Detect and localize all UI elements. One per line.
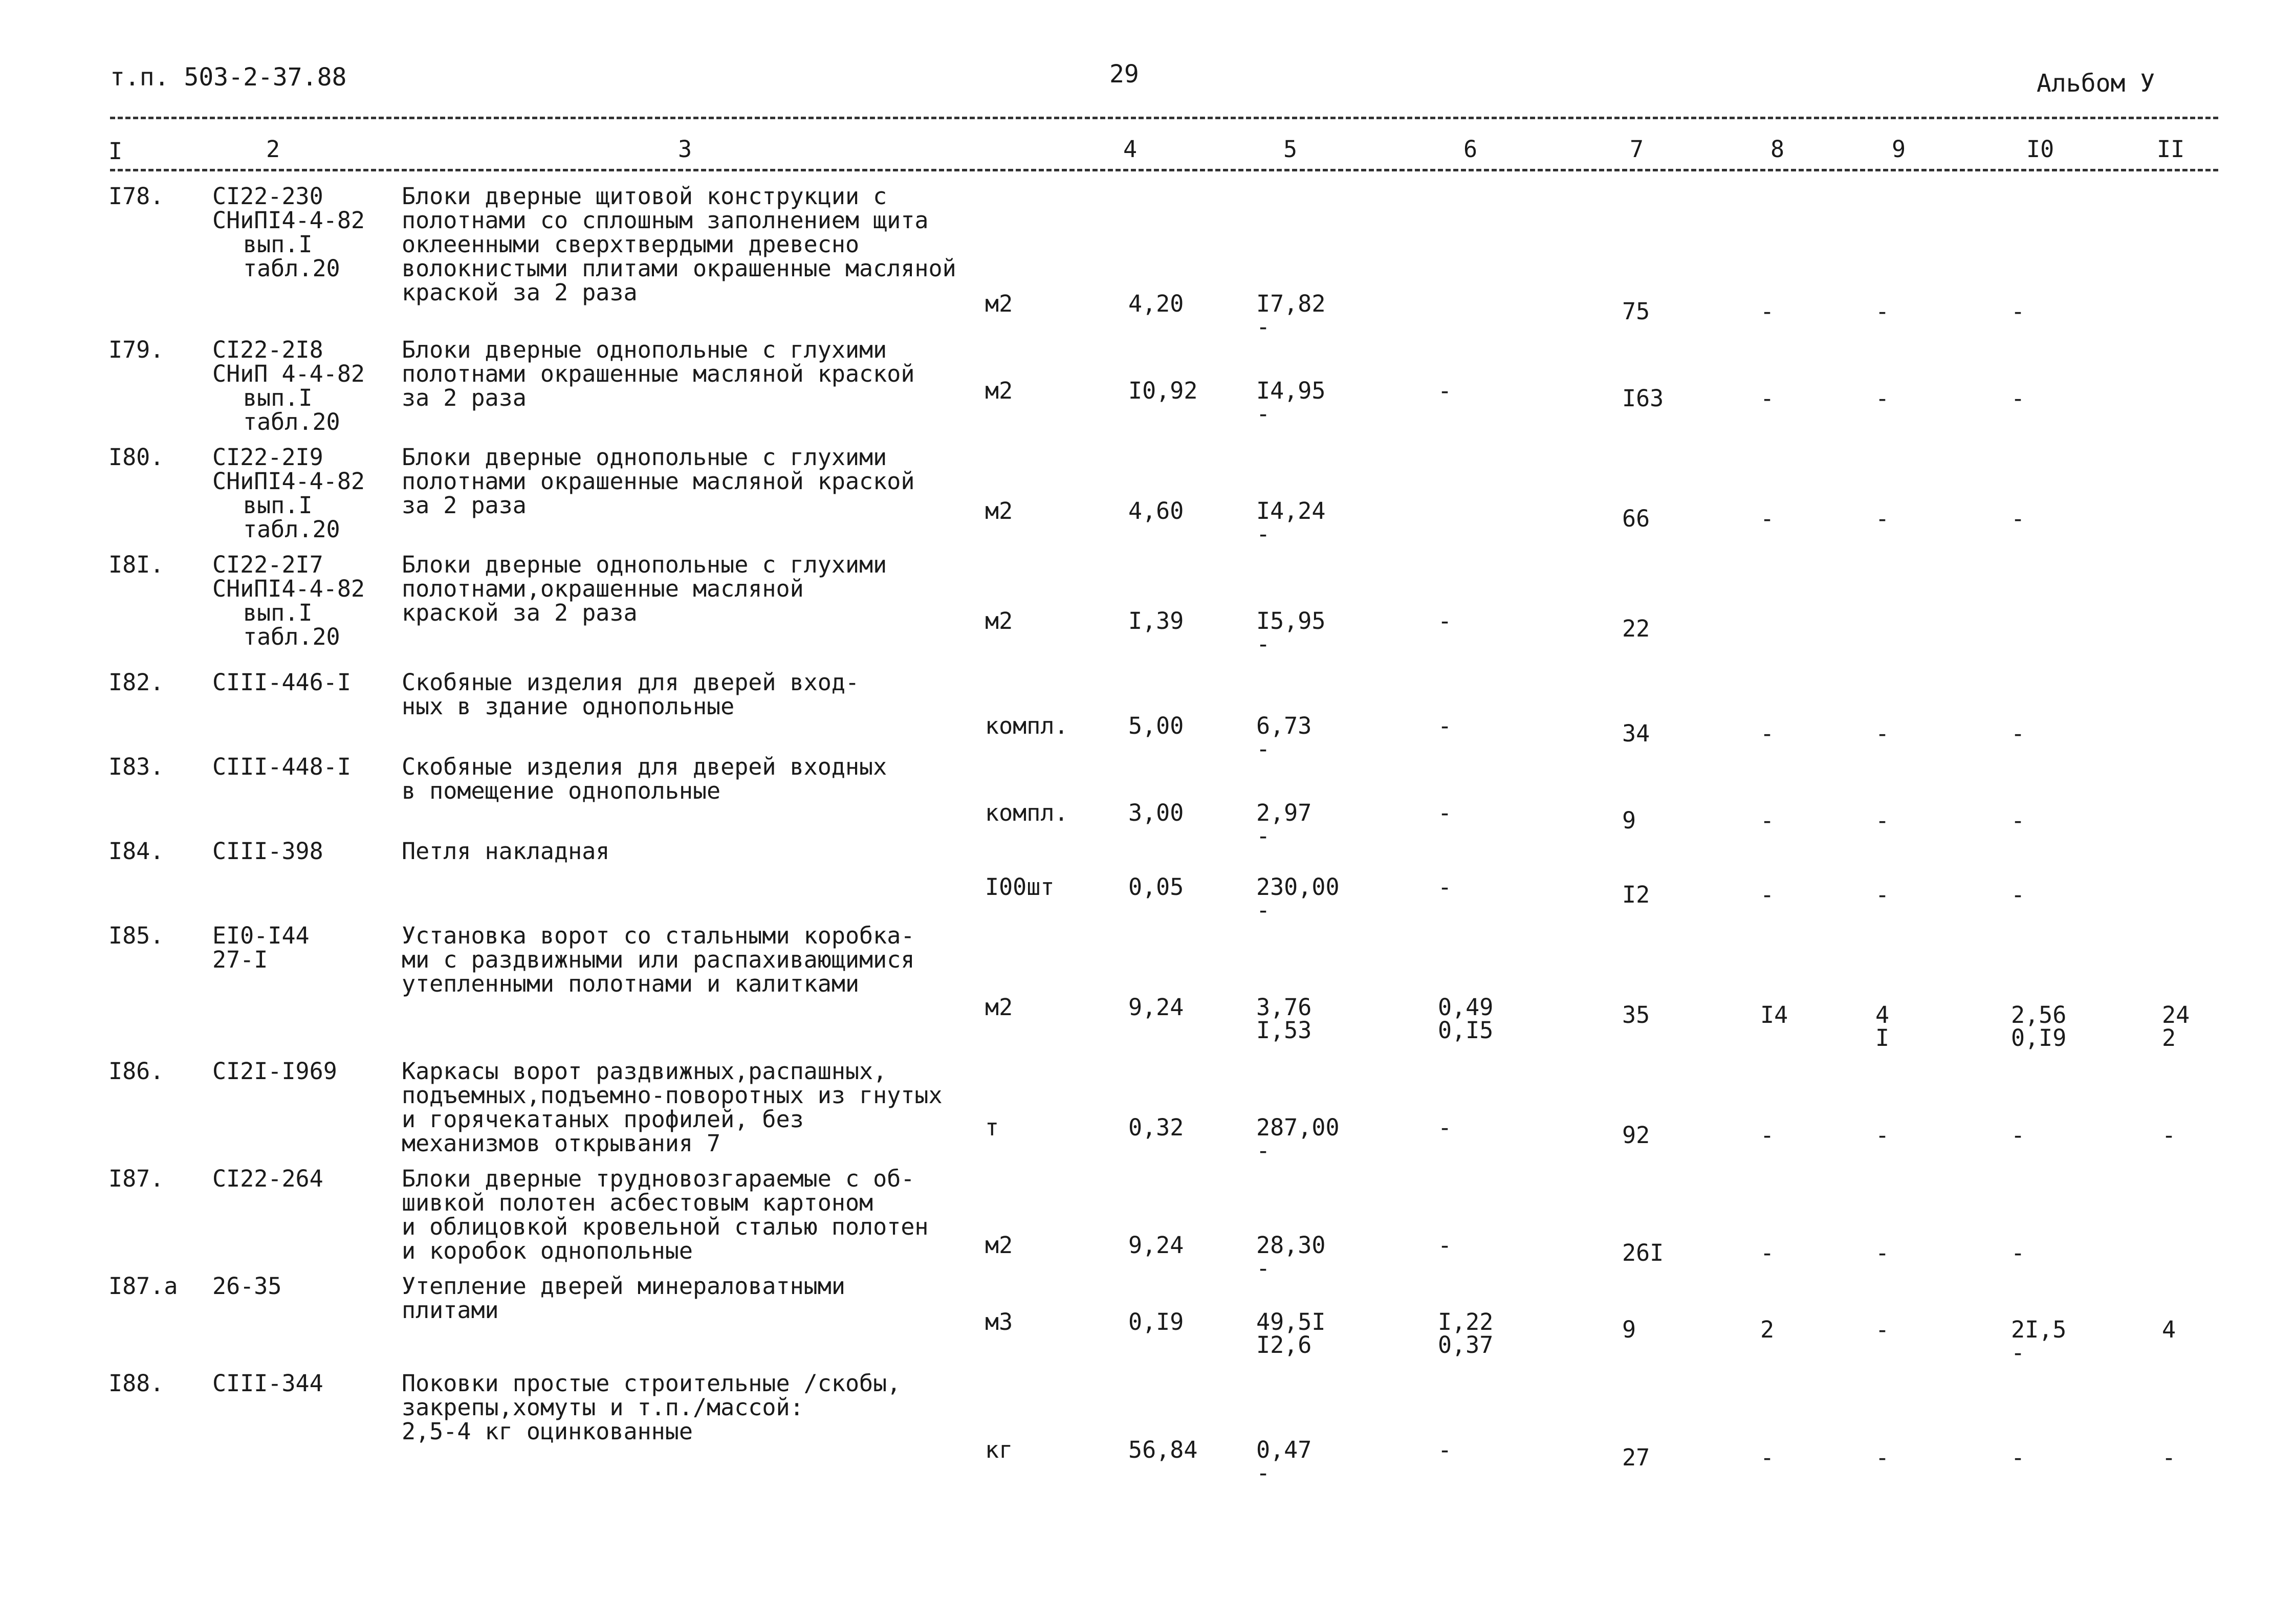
col7-cell: 35: [1622, 1001, 1650, 1028]
col5-sub-cell: -: [1256, 313, 1271, 340]
col7-cell: 22: [1622, 615, 1650, 642]
unit-cell: м2: [985, 497, 1013, 524]
col10-cell: -: [2011, 1122, 2025, 1149]
row-number: I80.: [108, 444, 164, 471]
column-header-rule: [110, 169, 2218, 171]
header-rule: [110, 117, 2218, 119]
work-description-line: краской за 2 раза: [402, 599, 638, 626]
quantity-cell: 56,84: [1128, 1436, 1198, 1463]
unit-cell: I00шт: [985, 873, 1055, 901]
col6-cell: -: [1438, 712, 1452, 739]
col8-cell: -: [1760, 505, 1775, 532]
col5-cell: I4,95: [1256, 377, 1326, 404]
work-description-line: за 2 раза: [402, 492, 527, 519]
work-description-line: механизмов открывания 7: [402, 1130, 721, 1157]
row-number: I84.: [108, 838, 164, 865]
col8-cell: -: [1760, 1239, 1775, 1266]
row-number: I82.: [108, 669, 164, 696]
col7-cell: 27: [1622, 1444, 1650, 1471]
work-description-line: полотнами окрашенные масляной краской: [402, 468, 915, 495]
work-description-line: ных в здание однопольные: [402, 693, 735, 720]
rate-code-line: EI0-I44: [212, 922, 310, 949]
col6-cell: -: [1438, 1436, 1452, 1463]
col10-cell: -: [2011, 505, 2025, 532]
col5-cell: 2,97: [1256, 799, 1312, 826]
col7-cell: 66: [1622, 505, 1650, 532]
unit-cell: м2: [985, 377, 1013, 404]
work-description-line: и горячекатаных профилей, без: [402, 1106, 804, 1133]
work-description-line: утепленными полотнами и калитками: [402, 970, 860, 997]
col11-sub-cell: 2: [2162, 1024, 2176, 1051]
work-description-line: Блоки дверные однопольные с глухими: [402, 336, 887, 363]
col6-sub-cell: 0,I5: [1438, 1017, 1494, 1044]
unit-cell: м2: [985, 1232, 1013, 1259]
row-number: I87.: [108, 1165, 164, 1192]
work-description-line: шивкой полотен асбестовым картоном: [402, 1189, 873, 1216]
rate-code-line: СНиПI4-4-82: [212, 575, 365, 602]
col5-cell: 3,76: [1256, 994, 1312, 1021]
col5-sub-cell: -: [1256, 822, 1271, 849]
rate-code-line: табл.20: [243, 623, 340, 650]
work-description-line: краской за 2 раза: [402, 279, 638, 306]
col5-sub-cell: I,53: [1256, 1017, 1312, 1044]
col10-cell: 2I,5: [2011, 1316, 2067, 1343]
col10-sub-cell: -: [2011, 1339, 2025, 1366]
rate-code-line: табл.20: [243, 516, 340, 543]
work-description-line: в помещение однопольные: [402, 777, 721, 804]
rate-code-line: CI22-2I7: [212, 551, 323, 578]
column-number: 2: [266, 136, 280, 163]
row-number: I88.: [108, 1370, 164, 1397]
col5-sub-cell: -: [1256, 735, 1271, 762]
col9-cell: -: [1875, 505, 1890, 532]
col9-sub-cell: I: [1875, 1024, 1890, 1051]
quantity-cell: 4,20: [1128, 290, 1184, 317]
col8-cell: -: [1760, 1444, 1775, 1471]
column-number: 9: [1892, 136, 1906, 163]
work-description-line: Блоки дверные однопольные с глухими: [402, 551, 887, 578]
quantity-cell: 0,05: [1128, 873, 1184, 901]
rate-code-line: СНиПI4-4-82: [212, 468, 365, 495]
column-number: 7: [1630, 136, 1644, 163]
col6-cell: -: [1438, 799, 1452, 826]
work-description-line: оклеенными сверхтвердыми древесно: [402, 231, 860, 258]
unit-cell: т: [985, 1114, 999, 1141]
rate-code-line: табл.20: [243, 408, 340, 435]
col5-cell: I4,24: [1256, 497, 1326, 524]
col5-cell: 28,30: [1256, 1232, 1326, 1259]
rate-code-line: вып.I: [243, 599, 313, 626]
quantity-cell: 0,32: [1128, 1114, 1184, 1141]
rate-code-line: CIII-344: [212, 1370, 323, 1397]
page-number: 29: [1109, 60, 1139, 89]
work-description-line: полотнами окрашенные масляной краской: [402, 360, 915, 387]
col10-sub-cell: 0,I9: [2011, 1024, 2067, 1051]
work-description-line: Петля накладная: [402, 838, 610, 865]
col7-cell: 9: [1622, 807, 1636, 834]
rate-code-line: табл.20: [243, 255, 340, 282]
quantity-cell: 0,I9: [1128, 1308, 1184, 1335]
column-number: 8: [1770, 136, 1785, 163]
work-description-line: Утепление дверей минераловатными: [402, 1273, 845, 1300]
col6-cell: I,22: [1438, 1308, 1494, 1335]
col5-sub-cell: -: [1256, 630, 1271, 657]
work-description-line: волокнистыми плитами окрашенные масляной: [402, 255, 956, 282]
rate-code-line: CI22-2I9: [212, 444, 323, 471]
work-description-line: за 2 раза: [402, 384, 527, 411]
col11-cell: -: [2162, 1122, 2176, 1149]
work-description-line: Блоки дверные однопольные с глухими: [402, 444, 887, 471]
row-number: I79.: [108, 336, 164, 363]
column-number: 4: [1123, 136, 1138, 163]
col10-cell: -: [2011, 807, 2025, 834]
rate-code-line: СНиПI4-4-82: [212, 207, 365, 234]
quantity-cell: 9,24: [1128, 994, 1184, 1021]
col6-cell: -: [1438, 377, 1452, 404]
work-description-line: подъемных,подъемно-поворотных из гнутых: [402, 1082, 943, 1109]
album-label: Альбом У: [2037, 69, 2155, 98]
column-number: 3: [678, 136, 692, 163]
col6-cell: -: [1438, 873, 1452, 901]
col6-cell: -: [1438, 607, 1452, 634]
quantity-cell: I,39: [1128, 607, 1184, 634]
col5-sub-cell: I2,6: [1256, 1331, 1312, 1358]
col7-cell: I63: [1622, 385, 1664, 412]
unit-cell: м2: [985, 607, 1013, 634]
col8-cell: -: [1760, 385, 1775, 412]
col11-cell: 4: [2162, 1316, 2176, 1343]
col9-cell: -: [1875, 720, 1890, 747]
unit-cell: кг: [985, 1436, 1013, 1463]
rate-code-line: CI22-230: [212, 183, 323, 210]
col7-cell: 9: [1622, 1316, 1636, 1343]
col10-cell: -: [2011, 1239, 2025, 1266]
work-description-line: и коробок однопольные: [402, 1237, 693, 1264]
document-code: т.п. 503-2-37.88: [110, 63, 347, 92]
unit-cell: м3: [985, 1308, 1013, 1335]
col8-cell: I4: [1760, 1001, 1788, 1028]
work-description-line: Скобяные изделия для дверей входных: [402, 753, 887, 780]
rate-code-line: 26-35: [212, 1273, 282, 1300]
rate-code-line: вып.I: [243, 231, 313, 258]
work-description-line: Блоки дверные щитовой конструкции с: [402, 183, 887, 210]
col5-cell: 49,5I: [1256, 1308, 1326, 1335]
quantity-cell: I0,92: [1128, 377, 1198, 404]
rate-code-line: вып.I: [243, 492, 313, 519]
col7-cell: 34: [1622, 720, 1650, 747]
col10-cell: 2,56: [2011, 1001, 2067, 1028]
col10-cell: -: [2011, 385, 2025, 412]
col9-cell: -: [1875, 1316, 1890, 1343]
row-number: I78.: [108, 183, 164, 210]
work-description-line: Поковки простые строительные /скобы,: [402, 1370, 901, 1397]
quantity-cell: 9,24: [1128, 1232, 1184, 1259]
rate-code-line: CI22-2I8: [212, 336, 323, 363]
work-description-line: ми с раздвижными или распахивающимися: [402, 946, 915, 973]
work-description-line: полотнами со сплошным заполнением щита: [402, 207, 929, 234]
col5-sub-cell: -: [1256, 896, 1271, 924]
work-description-line: Скобяные изделия для дверей вход-: [402, 669, 860, 696]
column-number: 6: [1463, 136, 1478, 163]
col5-cell: I5,95: [1256, 607, 1326, 634]
col9-cell: -: [1875, 1444, 1890, 1471]
col9-cell: -: [1875, 1122, 1890, 1149]
col5-cell: 287,00: [1256, 1114, 1340, 1141]
rate-code-line: CIII-398: [212, 838, 323, 865]
quantity-cell: 3,00: [1128, 799, 1184, 826]
rate-code-line: 27-I: [212, 946, 268, 973]
col7-cell: 92: [1622, 1122, 1650, 1149]
col9-cell: -: [1875, 881, 1890, 908]
column-number: I: [108, 138, 123, 165]
col9-cell: -: [1875, 298, 1890, 325]
col10-cell: -: [2011, 298, 2025, 325]
col5-sub-cell: -: [1256, 1255, 1271, 1282]
col9-cell: -: [1875, 1239, 1890, 1266]
unit-cell: м2: [985, 290, 1013, 317]
work-description-line: Установка ворот со стальными коробка-: [402, 922, 915, 949]
unit-cell: м2: [985, 994, 1013, 1021]
unit-cell: компл.: [985, 712, 1068, 739]
col5-cell: 230,00: [1256, 873, 1340, 901]
col8-cell: -: [1760, 881, 1775, 908]
column-number: I0: [2026, 136, 2054, 163]
row-number: I87.а: [108, 1273, 178, 1300]
row-number: I86.: [108, 1058, 164, 1085]
work-description-line: полотнами,окрашенные масляной: [402, 575, 804, 602]
work-description-line: плитами: [402, 1297, 499, 1324]
work-description-line: 2,5-4 кг оцинкованные: [402, 1418, 693, 1445]
row-number: I85.: [108, 922, 164, 949]
col9-cell: -: [1875, 807, 1890, 834]
col10-cell: -: [2011, 881, 2025, 908]
row-number: I8I.: [108, 551, 164, 578]
col11-cell: -: [2162, 1444, 2176, 1471]
col10-cell: -: [2011, 720, 2025, 747]
col8-cell: -: [1760, 807, 1775, 834]
row-number: I83.: [108, 753, 164, 780]
column-number: 5: [1283, 136, 1298, 163]
col9-cell: -: [1875, 385, 1890, 412]
col11-cell: 24: [2162, 1001, 2190, 1028]
col8-cell: -: [1760, 1122, 1775, 1149]
work-description-line: Каркасы ворот раздвижных,распашных,: [402, 1058, 887, 1085]
col5-sub-cell: -: [1256, 520, 1271, 547]
col6-cell: 0,49: [1438, 994, 1494, 1021]
col5-cell: I7,82: [1256, 290, 1326, 317]
work-description-line: Блоки дверные трудновозгараемые с об-: [402, 1165, 915, 1192]
work-description-line: и облицовкой кровельной сталью полотен: [402, 1213, 929, 1240]
col7-cell: 75: [1622, 298, 1650, 325]
col10-cell: -: [2011, 1444, 2025, 1471]
col8-cell: -: [1760, 298, 1775, 325]
col6-cell: -: [1438, 1114, 1452, 1141]
col5-sub-cell: -: [1256, 400, 1271, 427]
col8-cell: 2: [1760, 1316, 1775, 1343]
quantity-cell: 5,00: [1128, 712, 1184, 739]
rate-code-line: CIII-448-I: [212, 753, 351, 780]
rate-code-line: CI22-264: [212, 1165, 323, 1192]
col8-cell: -: [1760, 720, 1775, 747]
col5-sub-cell: -: [1256, 1137, 1271, 1164]
col7-cell: I2: [1622, 881, 1650, 908]
col5-sub-cell: -: [1256, 1459, 1271, 1486]
col7-cell: 26I: [1622, 1239, 1664, 1266]
col6-cell: -: [1438, 1232, 1452, 1259]
rate-code-line: CIII-446-I: [212, 669, 351, 696]
quantity-cell: 4,60: [1128, 497, 1184, 524]
col6-sub-cell: 0,37: [1438, 1331, 1494, 1358]
column-number: II: [2157, 136, 2185, 163]
rate-code-line: CI2I-I969: [212, 1058, 337, 1085]
rate-code-line: вып.I: [243, 384, 313, 411]
work-description-line: закрепы,хомуты и т.п./массой:: [402, 1394, 804, 1421]
col5-cell: 0,47: [1256, 1436, 1312, 1463]
col5-cell: 6,73: [1256, 712, 1312, 739]
unit-cell: компл.: [985, 799, 1068, 826]
rate-code-line: СНиП 4-4-82: [212, 360, 365, 387]
col9-cell: 4: [1875, 1001, 1890, 1028]
